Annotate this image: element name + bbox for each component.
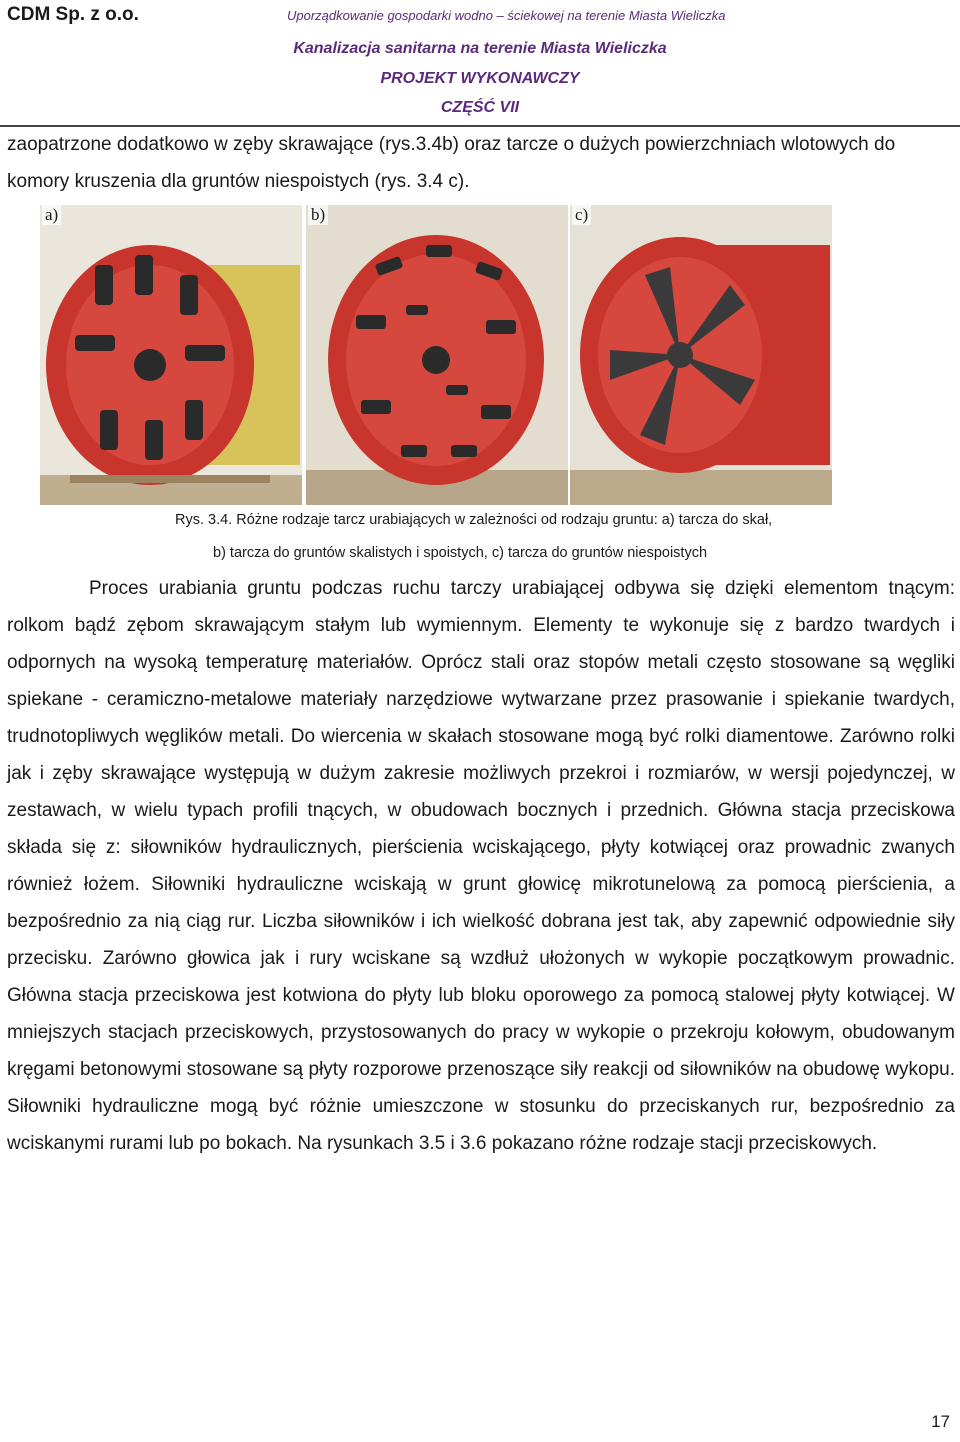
- body-paragraph: Proces urabiania gruntu podczas ruchu tarczy urabiającej odbywa się dzięki elementom tnącym: rolkom bądź zębom skrawającym stałym lub wymiennym. Elementy te wykonuje się z bardzo twardych i odpornych na wysoką temperaturę materiałów. Oprócz stali oraz stopów metali często stosowane są węgliki spiekane - ceramiczno-metalowe materiały narzędziowe wytwarzane przez prasowanie i spiekanie twardych, trudnotopliwych węglików metali. Do wiercenia w skałach stosowane mogą być rolki diamentowe. Zarówno rolki jak i zęby skrawające występują w dużym zakresie możliwych przekroi i rozmiarów, w wersji pojedynczej, w zestawach, w wielu typach profili tnących, w obudowach bocznych i przednich. Główna stacja przeciskowa składa się z: siłowników hydraulicznych, pierścienia wciskającego, płyty kotwiącej oraz prowadnic zwanych również łożem. Siłowniki hydrauliczne wciskają w grunt głowicę mikrotunelową za pomocą pierścienia, a bezpośrednio za nią ciąg rur. Liczba siłowników i ich wielkość dobrana jest tak, aby zapewnić odpowiednie siły przecisku. Zarówno głowica jak i rury wciskane są wzdłuż ułożonych w wykopie początkowym prowadnic. Główna stacja przeciskowa jest kotwiona do płyty lub bloku oporowego za pomocą stalowej płyty kotwiącej. W mniejszych stacjach przeciskowych, przystosowanych do pracy w wykopie o przekroju kołowym, obudowanym kręgami betonowymi stosowane są płyty rozporowe przenoszące siły reakcji od siłowników na obudowę wykopu. Siłowniki hydrauliczne mogą być różnie umieszczone w stosunku do przeciskanych rur, bezpośrednio za wciskanymi rurami lub po bokach. Na rysunkach 3.5 i 3.6 pokazano różne rodzaje stacji przeciskowych.: [7, 578, 955, 1154]
- figure-panel-b: [306, 205, 568, 505]
- figure-cutter-discs: [40, 205, 820, 505]
- figure-panel-a: [40, 205, 302, 505]
- project-title-line1: Kanalizacja sanitarna na terenie Miasta Wieliczka: [293, 40, 667, 57]
- panel-c-label: c): [572, 205, 591, 225]
- header-subtitle: Uporządkowanie gospodarki wodno – ściekowej na terenie Miasta Wieliczka: [287, 8, 726, 23]
- figure-caption-line2: b) tarcza do gruntów skalistych i spoistych, c) tarcza do gruntów niespoistych: [213, 545, 708, 561]
- intro-paragraph: zaopatrzone dodatkowo w zęby skrawające (rys.3.4b) oraz tarcze o dużych powierzchniach wlotowych do komory kruszenia dla gruntów niespoistych (rys. 3.4 c).: [7, 134, 896, 192]
- cutter-disc-non-cohesive-image: [570, 205, 832, 505]
- project-title-line2: PROJEKT WYKONAWCZY: [380, 70, 580, 87]
- panel-b-label: b): [308, 205, 328, 225]
- cutter-disc-rocky-cohesive-image: [306, 205, 568, 505]
- page-number: 17: [931, 1412, 950, 1431]
- figure-panel-c: [570, 205, 832, 505]
- project-title-line3: CZĘŚĆ VII: [440, 99, 520, 116]
- panel-a-label: a): [42, 205, 61, 225]
- figure-caption-line1: Rys. 3.4. Różne rodzaje tarcz urabiających w zależności od rodzaju gruntu: a) tarcza do skał,: [175, 512, 773, 528]
- cutter-disc-rock-image: [40, 205, 302, 505]
- company-name: CDM Sp. z o.o.: [7, 4, 139, 25]
